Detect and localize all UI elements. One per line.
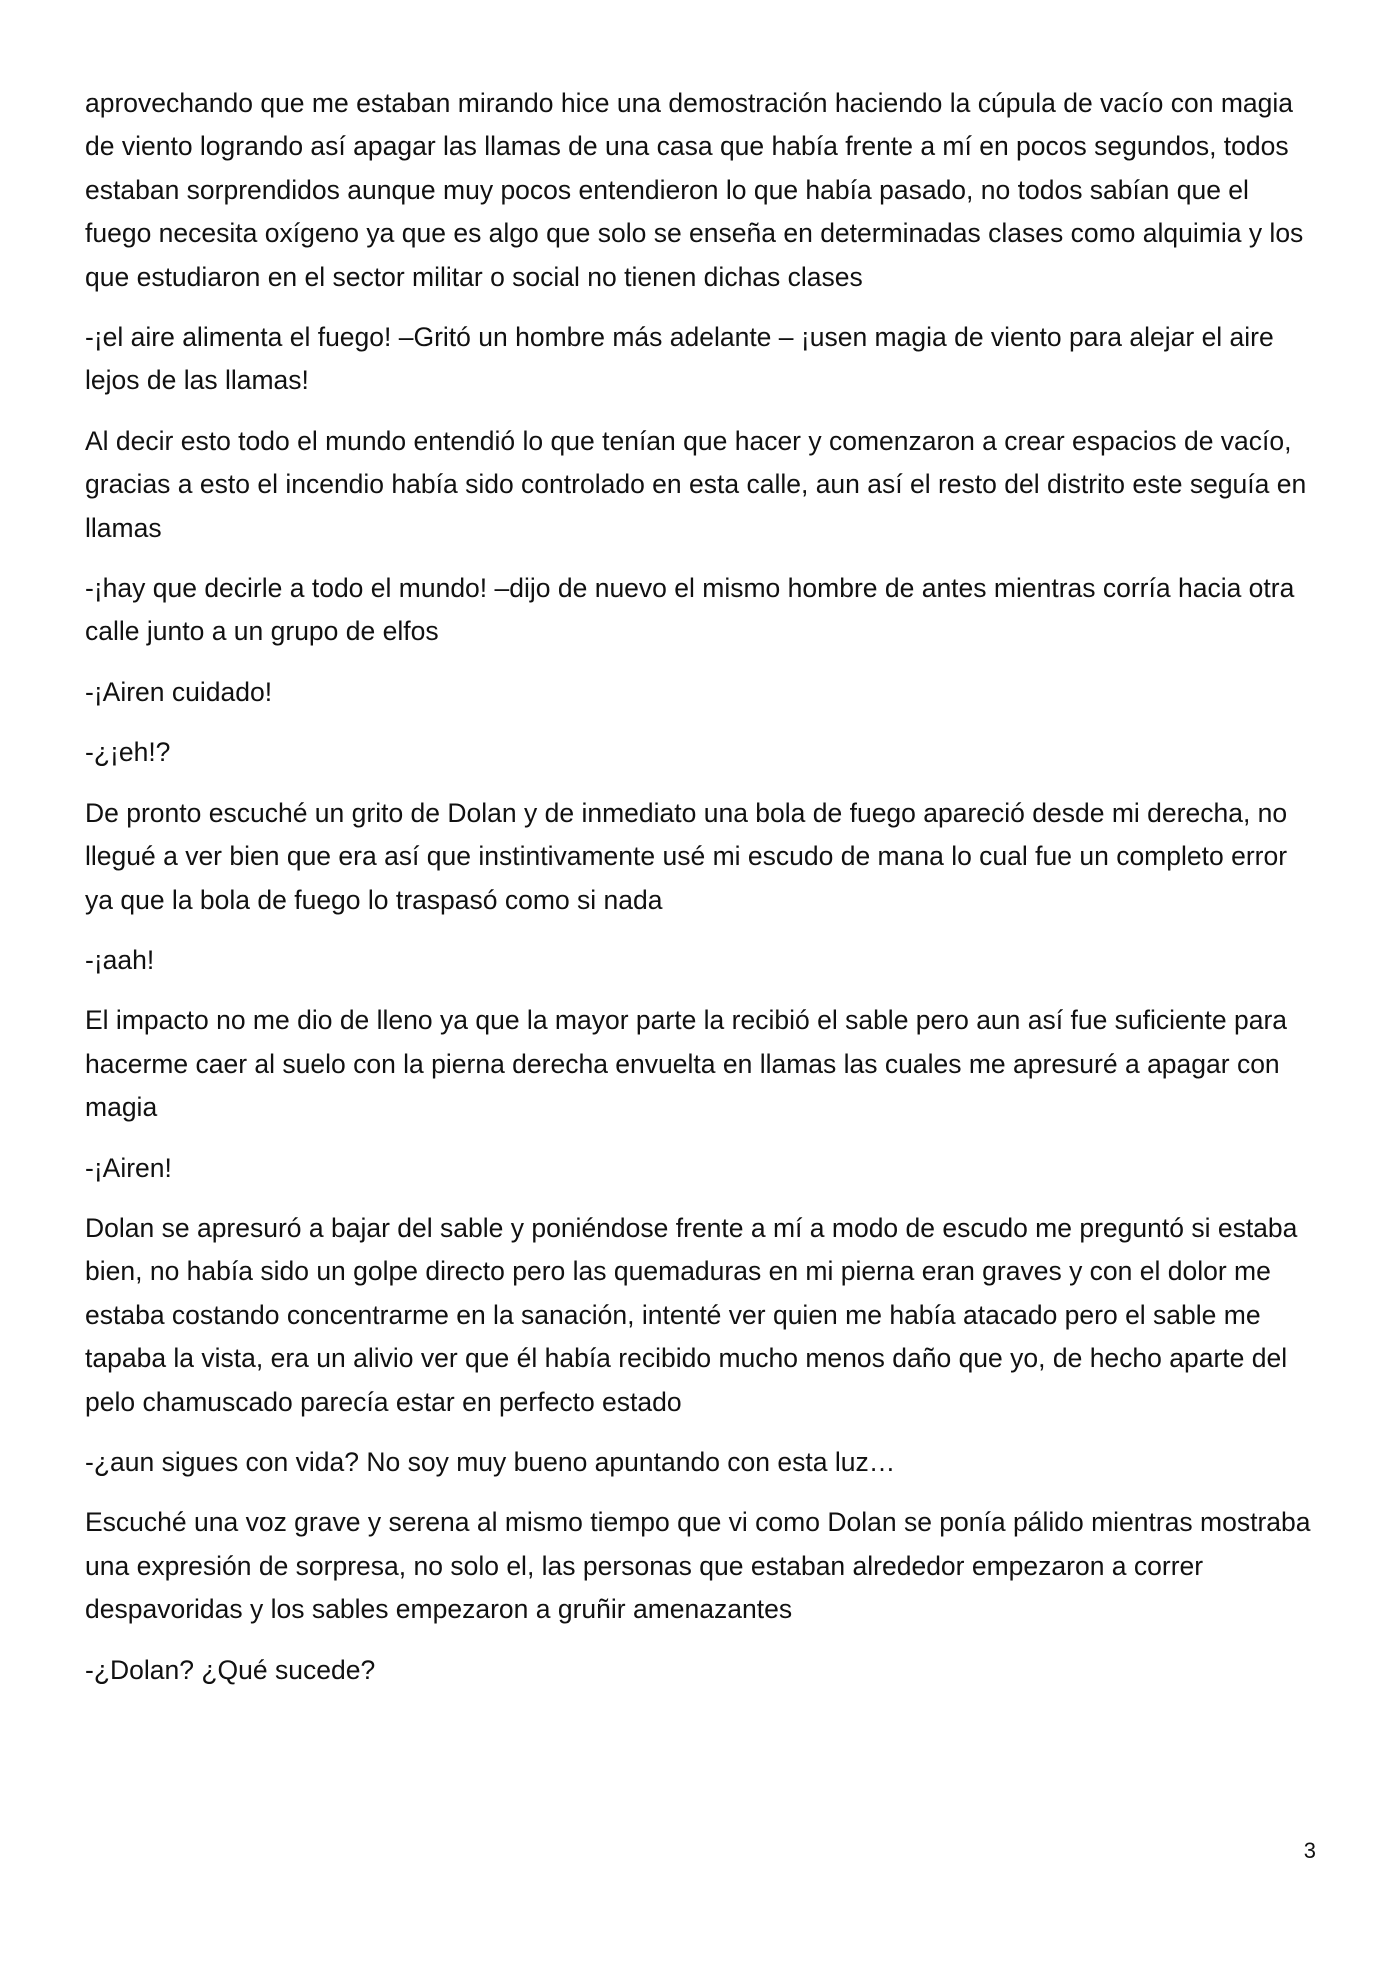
paragraph-14: -¿Dolan? ¿Qué sucede? [85,1654,376,1685]
paragraph-6: -¿¡eh!? [85,737,171,768]
paragraph-8: -¡aah! [85,944,155,975]
paragraph-4: -¡hay que decirle a todo el mundo! –dijo de nuevo el mismo hombre de antes mientras corría hacia otra calle junto a un grupo de elfos [85,573,1295,647]
paragraph-10: -¡Airen! [85,1152,172,1183]
paragraph-2: -¡el aire alimenta el fuego! –Gritó un hombre más adelante – ¡usen magia de viento para alejar el aire lejos de las llamas! [85,322,1274,396]
paragraph-13: Escuché una voz grave y serena al mismo tiempo que vi como Dolan se ponía pálido mientras mostraba una expresión de sorpresa, no solo el, las personas que estaban alrededor empezaron a correr despavoridas y los sables empezaron a gruñir amenazantes [85,1507,1311,1625]
paragraph-5: -¡Airen cuidado! [85,676,273,707]
paragraph-11: Dolan se apresuró a bajar del sable y poniéndose frente a mí a modo de escudo me preguntó si estaba bien, no había sido un golpe directo pero las quemaduras en mi pierna eran graves y con el dolor me estaba costando concentrarme en la sanación, intenté ver quien me había atacado pero el sable me tapaba la vista, era un alivio ver que él había recibido mucho menos daño que yo, de hecho aparte del pelo chamuscado parecía estar en perfecto estado [85,1212,1298,1417]
paragraph-12: -¿aun sigues con vida? No soy muy bueno apuntando con esta luz… [85,1446,896,1477]
paragraph-3: Al decir esto todo el mundo entendió lo que tenían que hacer y comenzaron a crear espacios de vacío, gracias a esto el incendio había sido controlado en esta calle, aun así el resto del distrito este seguía en llamas [85,425,1307,543]
page-number: 3 [1303,1838,1316,1863]
paragraph-1: aprovechando que me estaban mirando hice una demostración haciendo la cúpula de vacío con magia de viento logrando así apagar las llamas de una casa que había frente a mí en pocos segundos, todos estaban sorprendidos aunque muy pocos entendieron lo que había pasado, no todos sabían que el fuego necesita oxígeno ya que es algo que solo se enseña en determinadas clases como alquimia y los que estudiaron en el sector militar o social no tienen dichas clases [85,88,1304,292]
paragraph-9: El impacto no me dio de lleno ya que la mayor parte la recibió el sable pero aun así fue suficiente para hacerme caer al suelo con la pierna derecha envuelta en llamas las cuales me apresuré a apagar con magia [85,1005,1288,1123]
paragraph-7: De pronto escuché un grito de Dolan y de inmediato una bola de fuego apareció desde mi derecha, no llegué a ver bien que era así que instintivamente usé mi escudo de mana lo cual fue un completo error ya que la bola de fuego lo traspasó como si nada [85,797,1288,915]
